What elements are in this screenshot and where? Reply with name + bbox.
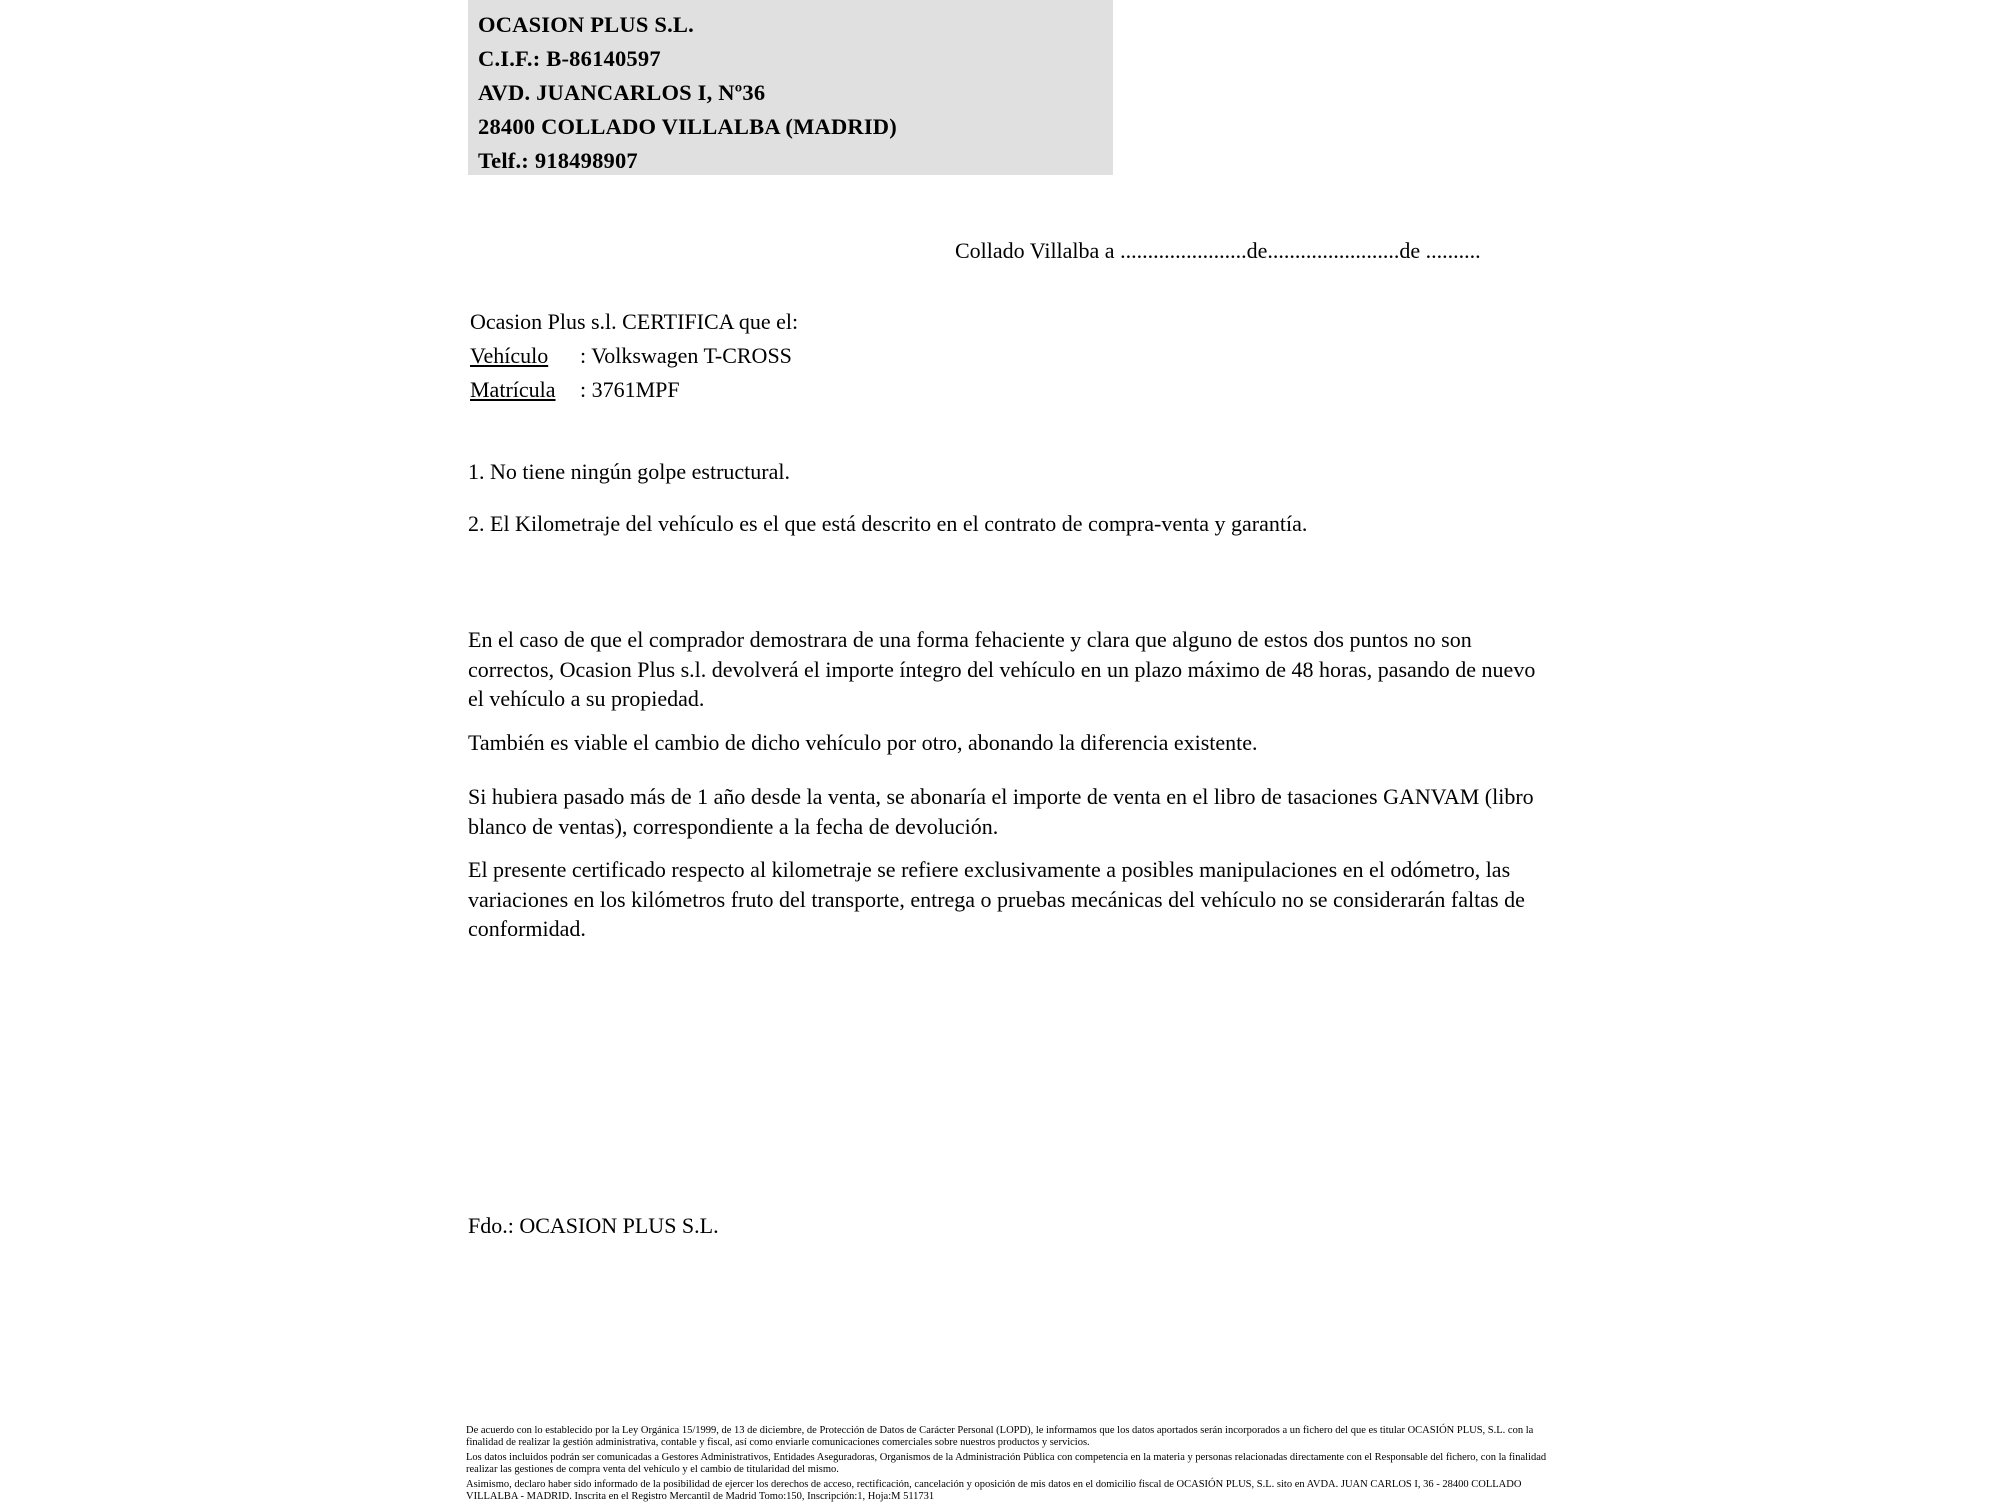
plate-value: : 3761MPF (580, 377, 680, 402)
company-header-block (468, 0, 1113, 175)
date-line: Collado Villalba a .......................de........................de .......... (955, 238, 1481, 263)
vehicle-label: Vehículo (470, 343, 549, 368)
paragraph-refund: En el caso de que el comprador demostrara de una forma fehaciente y clara que alguno de estos dos puntos no son correctos, Ocasion Plus s.l. devolverá el importe íntegro del vehículo en un plazo máximo de 48 horas, pasando de nuevo el vehículo a su propiedad. (468, 627, 1536, 711)
company-phone: Telf.: 918498907 (478, 148, 638, 173)
legal-footer (466, 1425, 1556, 1506)
certification-intro: Ocasion Plus s.l. CERTIFICA que el: (470, 309, 799, 334)
certification-block (470, 305, 798, 407)
point-2: 2. El Kilometraje del vehículo es el que está descrito en el contrato de compra-venta y garantía. (468, 511, 1308, 536)
legal-footer-line-2: Los datos incluidos podrán ser comunicadas a Gestores Administrativos, Entidades Aseguradoras, Organismos de la Administración Pública con competencia en la materia y personas relacionadas directamente con el Responsable del fichero, con la finalidad realizar las gestiones de compra venta del vehículo y el cambio de titularidad del mismo. (466, 1451, 1547, 1476)
company-address: AVD. JUANCARLOS I, Nº36 (478, 80, 766, 105)
company-city: 28400 COLLADO VILLALBA (MADRID) (478, 114, 897, 139)
plate-row (470, 373, 798, 407)
legal-footer-line-1: De acuerdo con lo establecido por la Ley Orgánica 15/1999, de 13 de diciembre, de Protección de Datos de Carácter Personal (LOPD), le informamos que los datos aportados serán incorporados a un fichero del que es titular OCASIÓN PLUS, S.L. con la finalidad de realizar la gestión administrativa, contable y fiscal, así como enviarle comunicaciones comerciales sobre nuestros productos y servicios. (466, 1425, 1534, 1449)
paragraph-odometer: El presente certificado respecto al kilometraje se refiere exclusivamente a posibles manipulaciones en el odómetro, las variaciones en los kilómetros fruto del transporte, entrega o pruebas mecánicas del vehículo no se considerarán faltas de conformidad. (468, 857, 1525, 941)
vehicle-row (470, 339, 798, 373)
company-name: OCASION PLUS S.L. (478, 12, 694, 37)
company-cif: C.I.F.: B-86140597 (478, 46, 661, 71)
signature-line: Fdo.: OCASION PLUS S.L. (468, 1213, 719, 1238)
point-1: 1. No tiene ningún golpe estructural. (468, 459, 790, 484)
plate-label: Matrícula (470, 377, 556, 402)
legal-footer-line-3: Asimismo, declaro haber sido informado de la posibilidad de ejercer los derechos de acceso, rectificación, cancelación y oposición de mis datos en el domicilio fiscal de OCASIÓN PLUS, S.L. sito en AVDA. JUAN CARLOS I, 36 - 28400 COLLADO VILLALBA - MADRID. Inscrita en el Registro Mercantil de Madrid Tomo:150, Inscripción:1, Hoja:M 511731 (466, 1478, 1522, 1503)
paragraph-ganvam: Si hubiera pasado más de 1 año desde la venta, se abonaría el importe de venta en el libro de tasaciones GANVAM (libro blanco de ventas), correspondiente a la fecha de devolución. (468, 784, 1534, 839)
vehicle-value: : Volkswagen T-CROSS (580, 343, 792, 368)
paragraph-exchange: También es viable el cambio de dicho vehículo por otro, abonando la diferencia existente. (468, 730, 1258, 755)
